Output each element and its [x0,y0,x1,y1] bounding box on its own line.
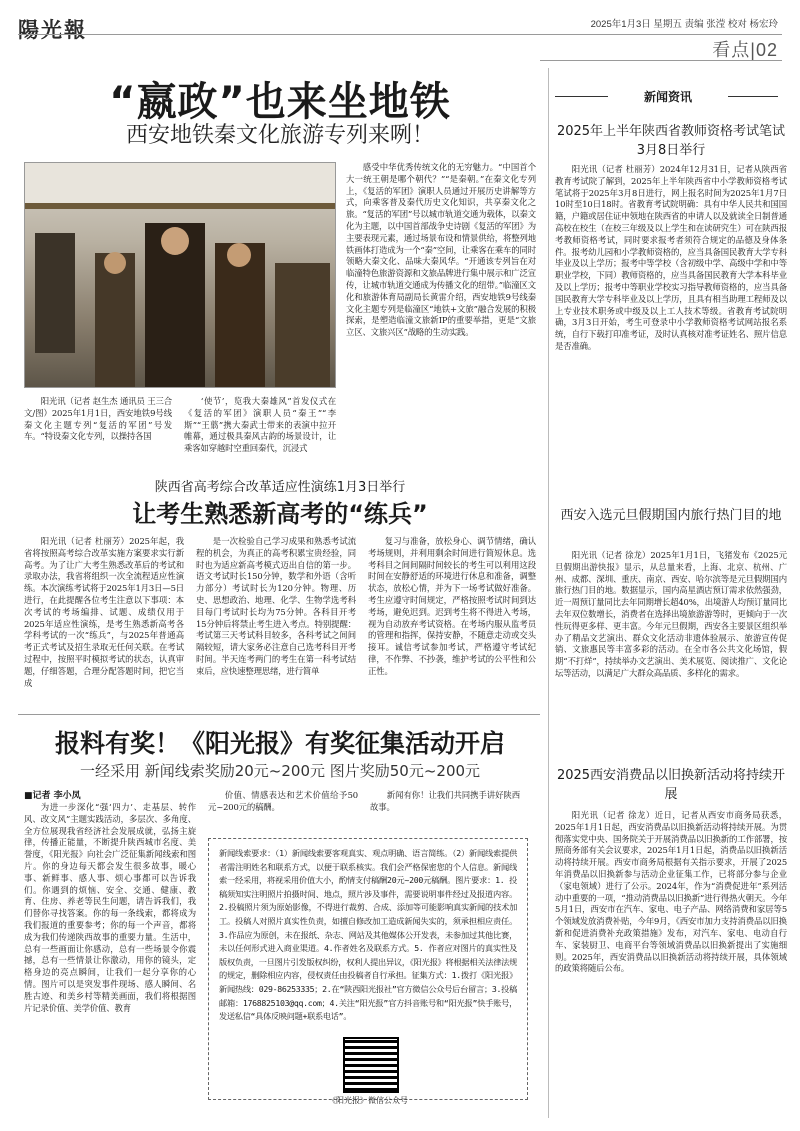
call-col2: 价值、情感表达和艺术价值给予50元~200元的稿酬。 [208,790,358,812]
exam-col3: 复习与准备，放松身心、调节情绪，确认考场规则，并利用剩余时间进行简短休息。选考科目之间间隔时间较长的考生可以利用这段时间在安静舒适的环境进行休息和准备，调整状态，放松心情，并为下一场考试做好准备。考生应遵守时间规定，严格按照考试时间到达考场，避免迟到。迟到考生将不得进入考场，视为自动放弃考试资格。在考场内服从监考员的管理和指挥，保持安静，不随意走动或交头接耳。诚信考试参加考试，严格遵守考试纪律，不作弊、不抄袭，维护考试的公平性和公正性。 [368,536,536,676]
qr-caption: 《阳光报》微信公众号 [328,1096,408,1105]
exam-col1: 阳光讯（记者 杜丽芳）2025年起，我省将按照高考综合改革实施方案要求实行新高考。为了让广大考生熟悉改革后的考试和录取办法，我省将组织一次全流程适应性演练。本次演练考试将于2025年1月3日—5日进行，在此提醒各位考生注意以下事项：本次考试的考场编排、试题、成绩仅用于2025年适应性演练，是考生熟悉新高考各学科考试的一次“练兵”，与2025年普通高考正式考试及招生录取无任何关联。在考试过程中，按照平时模拟考试的状态，认真审题，仔细答题，合理分配答题时间，把它当成 [24,536,184,688]
banner-title: 报料有奖！《阳光报》有奖征集活动开启 [54,729,505,758]
qr-code-icon [343,1037,399,1093]
lead-col1: 阳光讯（记者 赵生杰 通讯员 王三合 文/图）2025年1月1日，西安地铁9号线秦文化主题专列“复活的军团”号发车。“特设秦文化专列，以操持各国 [24,396,172,442]
news2-body: 阳光讯（记者 徐龙）2025年1月1日，飞猪发布《2025元旦假期出游快报》显示，从总量来看，上海、北京、杭州、广州、成都、深圳、重庆、南京、西安、哈尔滨等是元旦假期国内旅行热门目的地。数据显示，国内高星酒店预订需求依然强劲，近一周预订量同比去年同期增长超40%，出境游人均预订量同比去年双位数增长，消费者在选择出境旅游游等时，更倾向于一次性玩得更多样、更丰富。今年元旦假期，西安各主要景区组织举办了精品文艺演出、群众文化活动非遗体验展示、旅游宣传促销、文旅惠民等丰富多彩的活动。在全市各公共文化场馆，假期“不打烊”，持续举办文艺演出、美术展览、阅读推广、文化论坛等活动，以满足广大群众高品质、多样化的需求。 [555,550,787,678]
news1-body: 阳光讯（记者 杜丽芳）2024年12月31日，记者从陕西省教育考试院了解到，2025年上半年陕西省中小学教师资格考试笔试将于2025年3月8日进行，网上报名时间为2025年1月7日10时至10日18时。省教育考试院明确：具有中华人民共和国国籍，户籍或居住证申领地在陕西省的申请人以及就读全日制普通高校在校生（在校三年级及以上学生和在读研究生）可在陕西报考教师资格考试，同时要求报考者须符合规定的品德及身体条件。报考幼儿园和小学教师资格的，应当具备国民教育大学专科毕业及以上学历；报考中等学校（含初级中学、高级中学和中等职业学校，下同）教师资格的，应当具备国民教育大学本科毕业及以上学历；报考中等职业学校实习指导教师资格的，应当具备国民教育大学专科毕业及以上学历，且具有相当助理工程师及以上专业技术职务或中级及以上工人技术等级。省教育考试院明确，3月3日开始，考生可登录中小学教师资格考试网站报名系统，自行下载打印准考证，及时认真核对准考证姓名、照片信息是否准确。 [555,164,787,351]
metro-photo [24,162,336,388]
photo-illustration [25,163,336,388]
header-rule [18,34,782,35]
exam-kicker: 陕西省高考综合改革适应性演练1月3日举行 [154,480,406,495]
lead-col2: ‘使节’，览我大秦雄风”首发仪式在《复活的军团》演职人员“秦王”“李斯”“王翦”携大秦武士带来的表演中拉开帷幕，通过极具秦风古韵的场景设计，让乘客如穿越时空重回秦代，沉浸式 [184,396,336,454]
section-rule [540,60,782,61]
section-label: 看点|02 [712,40,778,60]
issue-meta: 2025年1月3日 星期五 责编 张滢 校对 杨宏玲 [590,19,778,30]
news-tag: 新闻资讯 [608,88,728,105]
banner-rule [18,714,540,715]
masthead-logo: 陽光報 [18,17,87,42]
call-byline: ■记者 李小凤 [24,791,81,801]
news1-title: 2025年上半年陕西省教师资格考试笔试3月8日举行 [556,124,786,158]
exam-col2: 是一次检验自己学习成果和熟悉考试流程的机会，为真正的高考积累宝贵经验，同时也为适应新高考模式迈出自信的第一步。语文考试时长150分钟，数学和外语（含听力部分）考试时长为120分钟。物理、历史、思想政治、地理、化学、生物学选考科目每门考试时长均为75分钟。各科目开考15分钟后将禁止考生进入考点。特别提醒：考试第三天考试科目较多，各科考试之间间隔较短，请大家务必注意自己选考科目开考时间。半天连考两门的考生在第一科考试结束后，应快速整理思绪，进行简单 [196,536,356,676]
news3-body: 阳光讯（记者 徐龙）近日，记者从西安市商务局获悉，2025年1月1日起，西安消费品以旧换新活动将持续开展。为贯彻落实党中央、国务院关于开展消费品以旧换新的工作部署，按照商务部有关会议要求，2025年1月1日起，消费品以旧换新活动将持续开展。西安市商务局根据有关指示要求，开展了2025年消费品以旧换新参与活动企业征集工作，已将部分参与企业（家电领域）进行了公示。2024年，作为“消费促进年”系列活动中重要的一项，“推动消费品以旧换新”进行得热火朝天。今年5月1日，西安市在汽车、家电、电子产品、网络消费和家居等5个领域发放消费补贴，今年9月，《西安市加力支持消费品以旧换新和促进消费补充政策措施》发布，对汽车、家电、电动自行车、家装厨卫、电商平台等领域消费品以旧换新提出了实施细则。2025年，西安消费品以旧换新活动将持续开展，具体领域的政策将随后公布。 [555,810,787,974]
lead-title: “嬴政”也来坐地铁 [109,79,451,125]
news3-title: 2025西安消费品以旧换新活动将持续开展 [556,768,786,802]
call-requirements-box [208,838,528,1105]
lead-subtitle: 西安地铁秦文化旅游专列来咧！ [125,123,434,148]
column-divider [548,68,549,1118]
call-requirements: 新闻线索要求：（1）新闻线索要客观真实、观点明确、语言简练。（2）新闻线索提供者需注明姓名和联系方式，以便于联系核实。我们会严格保密您的个人信息。新闻线索一经采用，将视采用价值大小，酌情支付稿酬20元~200元稿酬。图片要求：1. 投稿须知实注明照片拍摄时间、地点，照片涉及事件，需要说明事件经过及报道内容。2.投稿照片须为原始影像，不得进行裁剪、合成、添加等可能影响真实新闻的技术加工。投稿人对照片真实性负责，如擅自修改加工造成新闻失实的，须承担相应责任。3.作品应为原创，未在报纸、杂志、网站及其他媒体公开发表，未参加过其他比赛，未以任何形式进入商业渠道。4.作者姓名及联系方式。5. 作者应对图片的真实性及版权负责，一旦图片引发版权纠纷，权利人提出异议，《阳光报》将根据相关法律法规的规定，删除相应内容，侵权责任由投稿者自行承担。征集方式：1.拨打《阳光报》新闻热线：029-86253335；2.在“陕西阳光报社”官方微信公众号后台留言；3.投稿邮箱：1768825103@qq.com；4.关注“阳光报”官方抖音账号和“阳光报”快手账号，发送私信“具体反映问题+联系电话”。 [219,848,517,1022]
call-col3: 新闻有你！让我们共同携手讲好陕西故事。 [370,790,520,812]
banner-subtitle: 一经采用 新闻线索奖励20元~200元 图片奖励50元~200元 [79,762,481,780]
exam-title: 让考生熟悉新高考的“练兵” [132,500,428,528]
call-col1: 为进一步深化“强‘四力’、走基层、转作风、改文风”主题实践活动，多层次、多角度、全方位展现我省经济社会发展成就，弘扬主旋律，传播正能量，不断提升陕西城市名度、美誉度，《阳光报》向社会广泛征集新闻线索和图片。你的身边每天都会发生很多故事，暖心事、新鲜事、感人事、烦心事都可以告诉我们。你遇到的烦恼、安全、交通、健康、教育、住房、养老等民生问题，请告诉我们，我们替你寻找答案。你的每一条线索，都将成为我们报道的重要参考；你的每一个声音，都将成为我们传递陕西故事的重要力量。生活中，总有一些画面让你感动，总有一些场景令你震撼，总有一些情景让你激动，用你的镜头，定格身边的亮点瞬间，让我们一起分享你的心情。图片可以是突发事件现场、感人瞬间、名胜古迹、和美乡村等精美画面，我们将根据图片记录价值、美学价值、教育 [24,802,196,1013]
lead-col3: 感受中华优秀传统文化的无穷魅力。“中国首个大一统王朝是哪个朝代？”“是秦朝。”在秦文化专列上，《复活的军团》演职人员通过开展历史讲解等方式，向乘客普及秦代历史文化知识，共享秦文化之旅。“复活的军团”号以城市轨道交通为载体，以秦文化为主题，以中国首部战争史诗剧《复活的军团》为主要表现元素，通过场景布设和情景供给，将整列地铁画体打造成为一个“秦”空间，让乘客在乘车的同时领略大秦文化、品味大秦风华。“开通该专列旨在对临潼特色旅游资源和文旅品牌进行集中展示和广泛宣传，让城市轨道交通成为传播文化的纽带。”临潼区文化和旅游体育局副局长黄雷介绍，西安地铁9号线秦文化主题专列是临潼区“地铁+文旅”融合发展的积极探索，是塑造临潼文旅新IP的重要举措，更是“文旅立区、文旅兴区”战略的生动实践。 [346,162,536,338]
news2-title: 西安入选元旦假期国内旅行热门目的地 [560,508,782,523]
